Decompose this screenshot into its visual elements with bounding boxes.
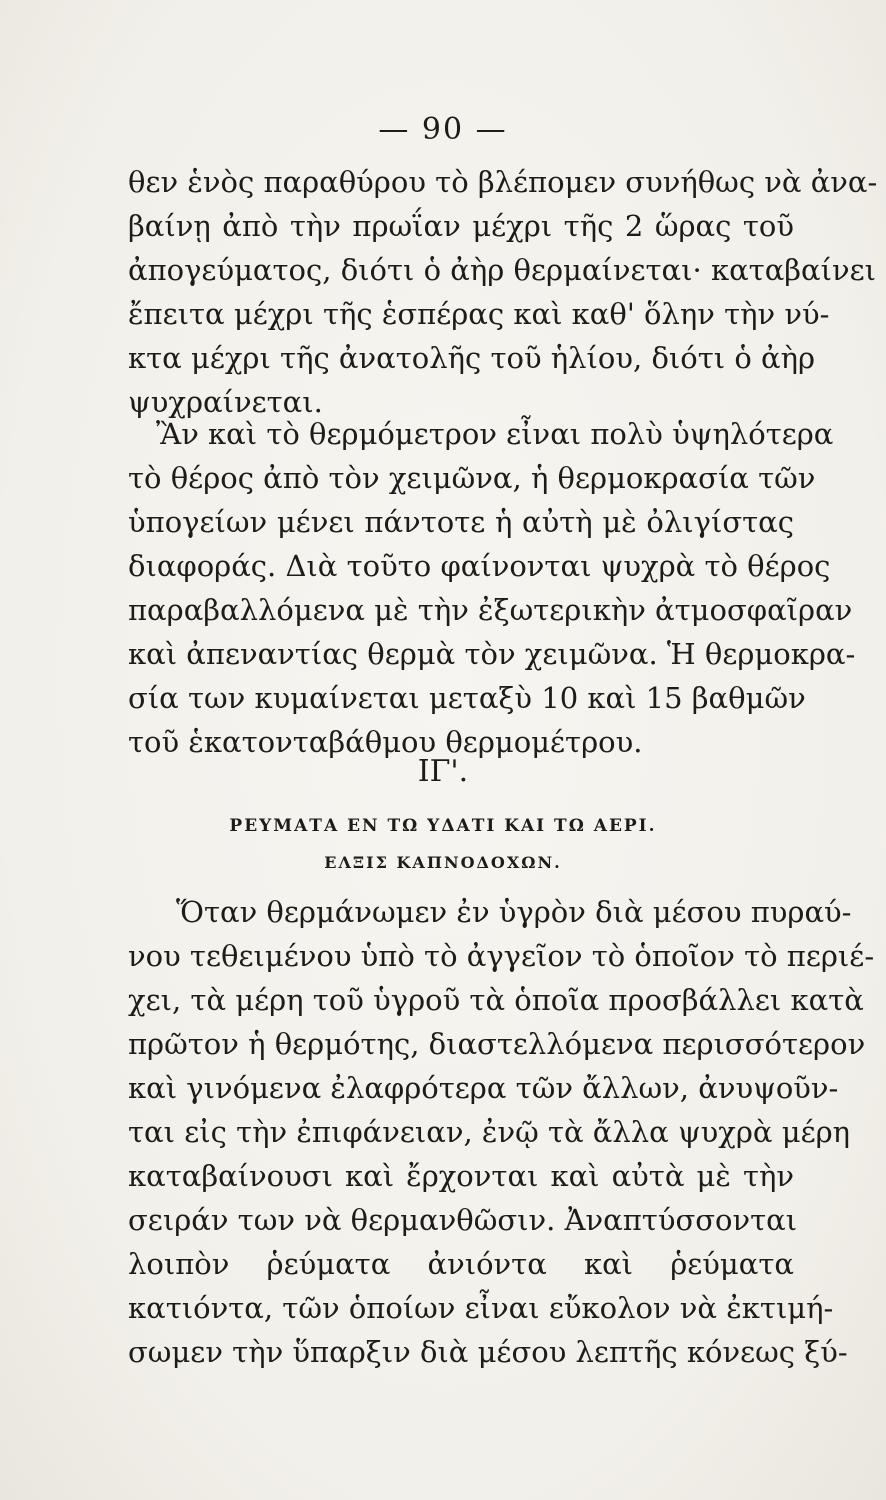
paragraph-3	[128, 890, 875, 1374]
text-line: σωμεν τὴν ὕπαρξιν διὰ μέσου λεπτῆς κόνεως ξύ-	[128, 1335, 848, 1369]
text-line: κτα μέχρι τῆς ἀνατολῆς τοῦ ἡλίου, διότι ὁ ἀὴρ	[128, 341, 816, 375]
text-line: κατιόντα, τῶν ὁποίων εἶναι εὔκολον νὰ ἐκτιμή-	[128, 1291, 834, 1325]
text-line: Ἂν καὶ τὸ θερμόμετρον εἶναι πολὺ ὑψηλότερα	[156, 417, 834, 451]
text-line: καταβαίνουσι καὶ ἔρχονται καὶ αὐτὰ μὲ τὴν	[128, 1159, 794, 1193]
text-line: ψυχραίνεται.	[128, 385, 323, 419]
text-line: ται εἰς τὴν ἐπιφάνειαν, ἐνῷ τὰ ἄλλα ψυχρὰ μέρη	[128, 1115, 851, 1149]
text-line: τοῦ ἑκατονταβάθμου θερμομέτρου.	[128, 725, 643, 759]
section-subheading: ΕΛΞΙΣ ΚΑΠΝΟΔΟΧΩΝ.	[324, 853, 562, 872]
text-line: χει, τὰ μέρη τοῦ ὑγροῦ τὰ ὁποῖα προσβάλλει κατὰ	[128, 983, 864, 1017]
text-line: βαίνῃ ἀπὸ τὴν πρωΐαν μέχρι τῆς 2 ὥρας τοῦ	[128, 209, 794, 243]
text-line: σία των κυμαίνεται μεταξὺ 10 καὶ 15 βαθμῶν	[128, 681, 806, 715]
text-line: νου τεθειμένου ὑπὸ τὸ ἀγγεῖον τὸ ὁποῖον τὸ περιέ-	[128, 939, 875, 973]
text-line: διαφοράς. Διὰ τοῦτο φαίνονται ψυχρὰ τὸ θέρος	[128, 549, 831, 583]
text-line: Ὅταν θερμάνωμεν ἐν ὑγρὸν διὰ μέσου πυραύ-	[176, 895, 852, 929]
section-heading: ΡΕΥΜΑΤΑ ΕΝ ΤΩ ΥΔΑΤΙ ΚΑΙ ΤΩ ΑΕΡΙ.	[229, 816, 657, 836]
text-line: τὸ θέρος ἀπὸ τὸν χειμῶνα, ἡ θερμοκρασία τῶν	[128, 461, 816, 495]
paragraph-1	[128, 160, 878, 424]
text-line: καὶ ἀπεναντίας θερμὰ τὸν χειμῶνα. Ἡ θερμοκρα-	[128, 637, 856, 671]
text-line: ὑπογείων μένει πάντοτε ἡ αὐτὴ μὲ ὀλιγίστας	[128, 505, 794, 539]
text-line: λοιπὸν ῥεύματα ἀνιόντα καὶ ῥεύματα	[128, 1247, 794, 1281]
text-line: θεν ἑνὸς παραθύρου τὸ βλέπομεν συνήθως νὰ ἀνα-	[128, 165, 878, 199]
text-line: πρῶτον ἡ θερμότης, διαστελλόμενα περισσότερον	[128, 1027, 866, 1061]
page-number: — 90 —	[378, 112, 508, 147]
text-line: ἔπειτα μέχρι τῆς ἑσπέρας καὶ καθ' ὅλην τὴν νύ-	[128, 297, 830, 331]
text-line: παραβαλλόμενα μὲ τὴν ἐξωτερικὴν ἀτμοσφαῖραν	[128, 593, 853, 627]
text-line: ἀπογεύματος, διότι ὁ ἀὴρ θερμαίνεται· καταβαίνει	[128, 253, 877, 287]
paragraph-2	[128, 412, 856, 764]
text-line: σειράν των νὰ θερμανθῶσιν. Ἀναπτύσσονται	[128, 1203, 798, 1237]
section-number: ΙΓ'.	[417, 754, 469, 789]
text-line: καὶ γινόμενα ἐλαφρότερα τῶν ἄλλων, ἀνυψοῦν-	[128, 1071, 839, 1105]
